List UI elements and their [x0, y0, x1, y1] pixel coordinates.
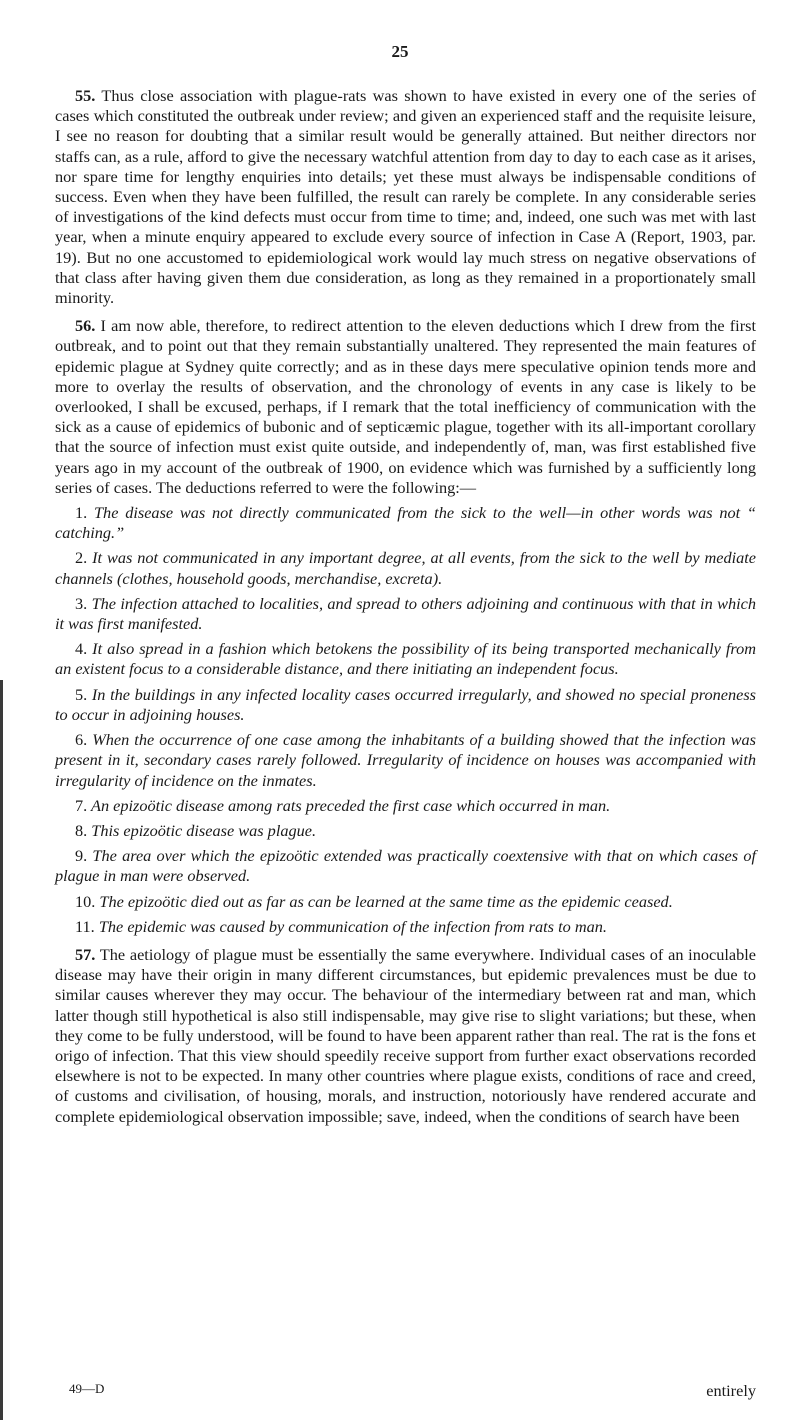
page-edge-shadow [0, 680, 3, 1420]
paragraph-56 [55, 316, 756, 498]
page-footer [55, 1381, 756, 1403]
deduction-text: It also spread in a fashion which betokens the possibility of its being transported mechanically from an existent focus to a considerable distance, and there initiating an independent focus. [55, 639, 756, 679]
deduction-item [55, 917, 756, 937]
deduction-item [55, 639, 756, 679]
page-number: 25 [391, 42, 409, 61]
signature-mark: 49—D [69, 1381, 105, 1396]
paragraph-number: 55. [75, 86, 96, 105]
deduction-number: 2. [75, 548, 88, 568]
deduction-item [55, 503, 756, 543]
deduction-text: When the occurrence of one case among the inhabitants of a building showed that the infection was present in it, secondary cases rarely followed. Irregularity of incidence on houses was accompanied with irregularity of incidence on the inmates. [55, 730, 756, 790]
deduction-number: 6. [75, 730, 88, 750]
deduction-text: The epidemic was caused by communication of the infection from rats to man. [94, 916, 607, 936]
paragraph-text: Thus close association with plague-rats was shown to have existed in every one of the series of cases which constituted the outbreak under review; and given an experienced staff and the requisite leisure, I see no reason for doubting that a similar result would be generally attained. But neither directors nor staffs can, as a rule, afford to give the necessary watchful attention from day to day to each case as it arises, nor spare time for lengthy enquiries into details; yet these must always be indispensable conditions of success. Even when they have been fulfilled, the result can rarely be complete. In any considerable series of investigations of the kind defects must occur from time to time; and, indeed, one such was met with last year, when a minute enquiry appeared to exclude every source of infection in Case A (Report, 1903, par. 19). But no one accustomed to epidemiological work would lay much stress on negative observations of that class after having given them due consideration, as long as they remained in a proportionately small minority. [55, 86, 756, 308]
paragraph-57 [55, 945, 756, 1127]
deduction-number: 4. [75, 639, 88, 659]
paragraph-number: 56. [75, 316, 96, 336]
deduction-text: This epizoötic disease was plague. [87, 820, 317, 840]
deduction-number: 11. [75, 916, 95, 936]
deduction-number: 9. [75, 846, 88, 866]
deduction-item [55, 892, 756, 912]
paragraph-number: 57. [75, 944, 96, 964]
body-text [55, 86, 756, 1127]
deduction-text: The epizoötic died out as far as can be learned at the same time as the epidemic ceased. [95, 891, 673, 911]
deduction-item [55, 685, 756, 725]
deduction-text: In the buildings in any infected locality cases occurred irregularly, and showed no special proneness to occur in adjoining houses. [55, 684, 756, 724]
paragraph-text: The aetiology of plague must be essentially the same everywhere. Individual cases of an inoculable disease may have their origin in many different circumstances, but epidemic prevalences must be due to similar causes wherever they may occur. The behaviour of the intermediary between rat and man, which latter though still hypothetical is also still indispensable, may give rise to slight variations; but these, when they come to be fully understood, will be found to have been apparent rather than real. The rat is the fons et origo of infection. That this view should speedily receive support from further exact observations recorded elsewhere is not to be expected. In many other countries where plague exists, conditions of race and creed, of customs and civilisation, of housing, morals, and instruction, notoriously have rendered accurate and complete epidemiological observation impossible; save, indeed, when the conditions of search have been [55, 944, 756, 1126]
deduction-text: The area over which the epizoötic extended was practically coextensive with that on which cases of plague in man were observed. [55, 846, 756, 886]
deduction-text: It was not communicated in any important degree, at all events, from the sick to the well by mediate channels (clothes, household goods, merchandise, excreta). [55, 548, 756, 588]
paragraph-55 [55, 86, 756, 308]
deduction-number: 3. [75, 593, 88, 613]
deduction-item [55, 846, 756, 886]
paragraph-text: I am now able, therefore, to redirect attention to the eleven deductions which I drew from the first outbreak, and to point out that they remain substantially unaltered. They represented the main features of epidemic plague at Sydney quite correctly; and as in these days mere speculative opinion tends more and more to overlay the results of observation, and the chronology of events in any case is likely to be overlooked, I shall be excused, perhaps, if I remark that the total inefficiency of communication with the sick as a cause of epidemics of bubonic and of septicæmic plague, together with its all-important corollary that the source of infection must exist quite outside, and independently of, man, was first established five years ago in my account of the outbreak of 1900, on evidence which was furnished by a sufficiently long series of cases. The deductions referred to were the following:— [55, 316, 756, 497]
deduction-text: The disease was not directly communicated from the sick to the well—in other words was not “ catching.” [55, 503, 756, 543]
deduction-item [55, 821, 756, 841]
deduction-item [55, 796, 756, 816]
deduction-number: 7. [75, 795, 88, 815]
deduction-item [55, 730, 756, 791]
deduction-number: 10. [75, 891, 96, 911]
deduction-number: 8. [75, 820, 88, 840]
deduction-text: The infection attached to localities, and spread to others adjoining and continuous with that in which it was first manifested. [55, 593, 756, 634]
deduction-number: 1. [75, 503, 88, 523]
deduction-text: An epizoötic disease among rats preceded the first case which occurred in man. [87, 795, 611, 815]
deduction-number: 5. [75, 684, 88, 704]
deduction-item [55, 548, 756, 588]
deduction-item [55, 594, 756, 634]
deductions-list [55, 503, 756, 937]
catchword: entirely [706, 1381, 756, 1400]
